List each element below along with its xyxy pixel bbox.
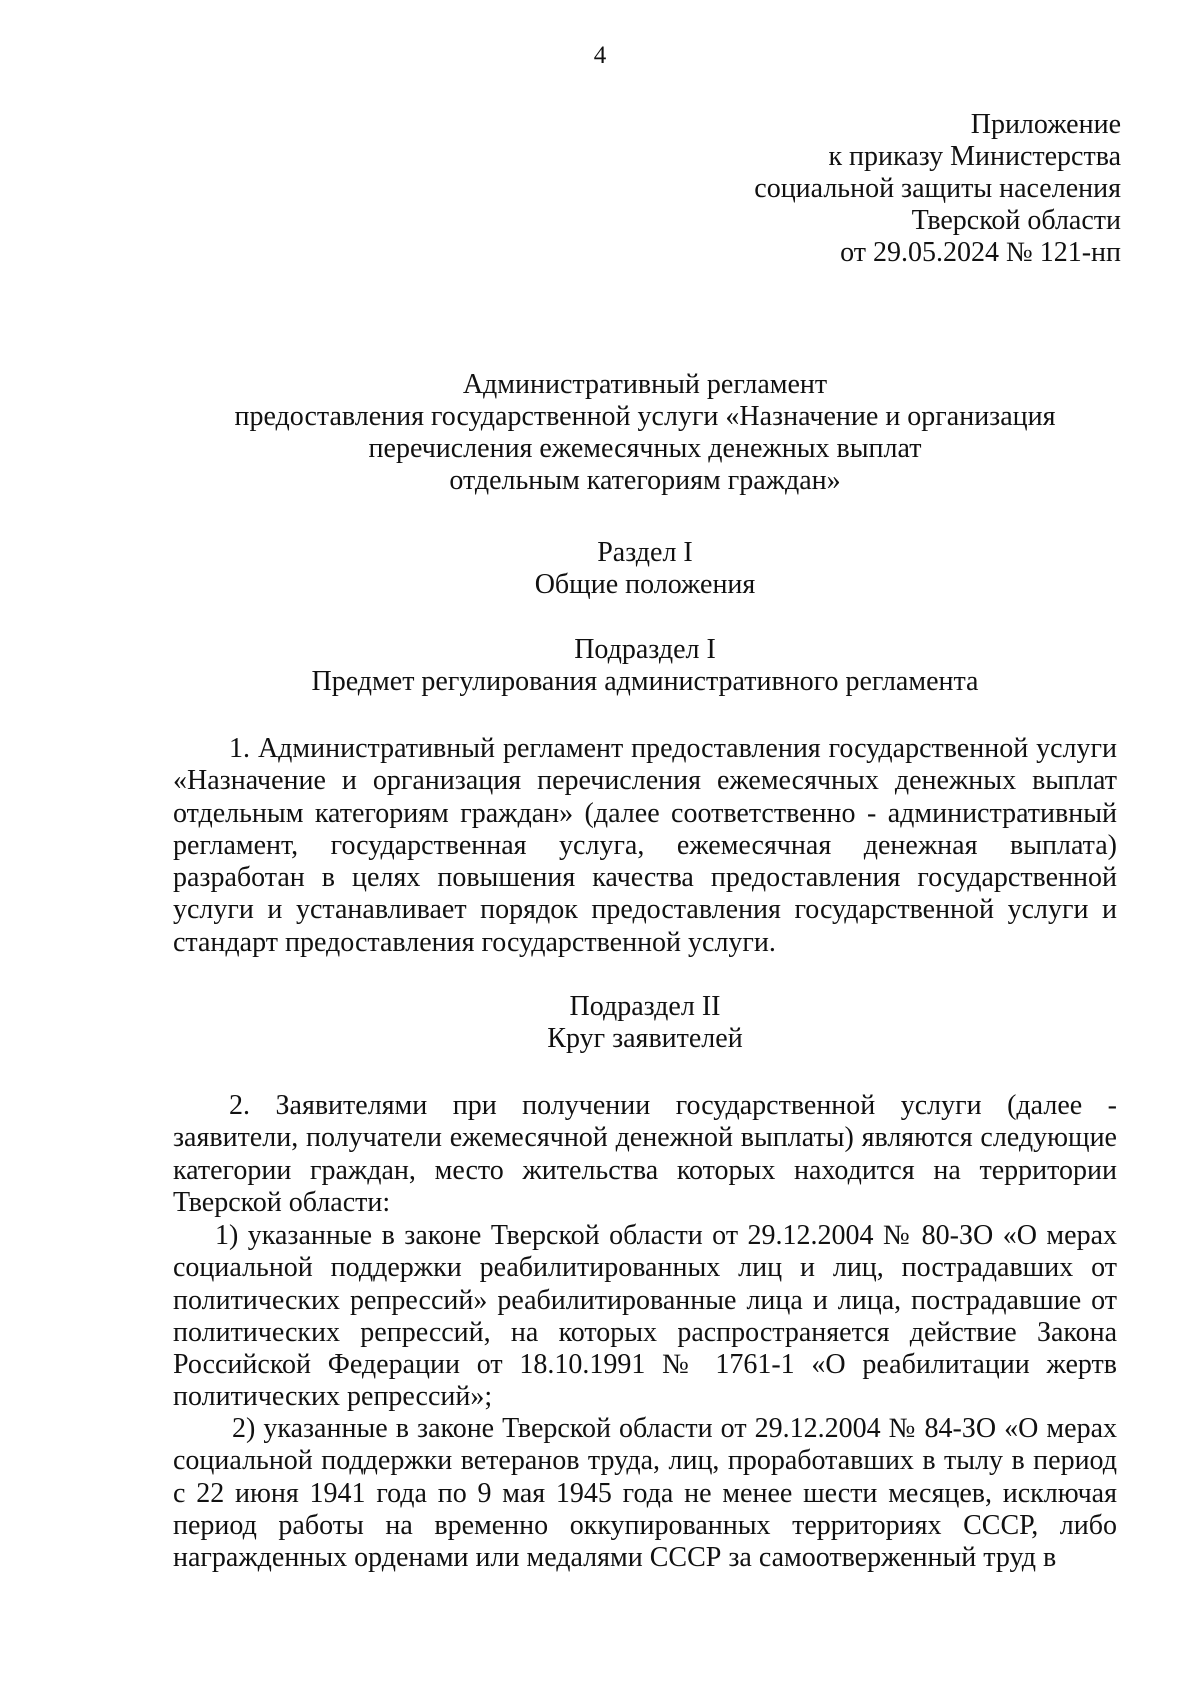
appendix-line: от 29.05.2024 № 121-нп [840,237,1121,268]
page-number: 4 [593,42,607,69]
section-name: Общие положения [534,569,756,600]
title-line: Административный регламент [462,369,828,400]
subsection-label: Подраздел I [574,634,716,665]
appendix-line: Приложение [970,109,1121,140]
appendix-line: к приказу Министерства [828,141,1121,172]
subsection-label: Подраздел II [569,991,721,1022]
appendix-block [561,109,1121,269]
section-heading [170,537,1120,601]
paragraph-1: 1. Административный регламент предоставления государственной услуги «Назначение и организация перечисления ежемесячных денежных выплат отдельным категориям граждан» (далее соответственно - административный регламент, государственная услуга, ежемесячная денежная выплата) разработан в целях повышения качества предоставления государственной услуги и устанавливает порядок предоставления государственной услуги и стандарт предоставления государственной услуги. [173,733,1117,958]
subsection-heading-1 [170,634,1120,698]
list-item-2: 2) указанные в законе Тверской области от 29.12.2004 № 84-ЗО «О мерах социальной поддержки ветеранов труда, лиц, проработавших в тылу в период с 22 июня 1941 года по 9 мая 1945 года не менее шести месяцев, исключая период работы на временно оккупированных территориях СССР, либо награжденных орденами или медалями СССР за самоотверженный труд в [173,1413,1117,1574]
title-line: перечисления ежемесячных денежных выплат [368,433,922,464]
appendix-line: Тверской области [911,205,1121,236]
subsection-name: Круг заявителей [547,1023,743,1054]
list-item-1: 1) указанные в законе Тверской области от 29.12.2004 № 80-ЗО «О мерах социальной поддержки реабилитированных лиц и лиц, пострадавших от политических репрессий» реабилитированные лица и лица, пострадавшие от политических репрессий, на которых распространяется действие Закона Российской Федерации от 18.10.1991 № 1761-1 «О реабилитации жертв политических репрессий»; [173,1220,1117,1413]
subsection-heading-2 [170,991,1120,1055]
section-label: Раздел I [597,537,693,568]
title-line: предоставления государственной услуги «Назначение и организация [234,401,1056,432]
document-title [170,369,1120,497]
paragraph-2: 2. Заявителями при получении государственной услуги (далее - заявители, получатели ежемесячной денежной выплаты) являются следующие категории граждан, место жительства которых находится на территории Тверской области: [173,1090,1117,1218]
appendix-line: социальной защиты населения [754,173,1121,204]
subsection-name: Предмет регулирования административного регламента [311,666,979,697]
title-line: отдельным категориям граждан» [449,465,841,496]
